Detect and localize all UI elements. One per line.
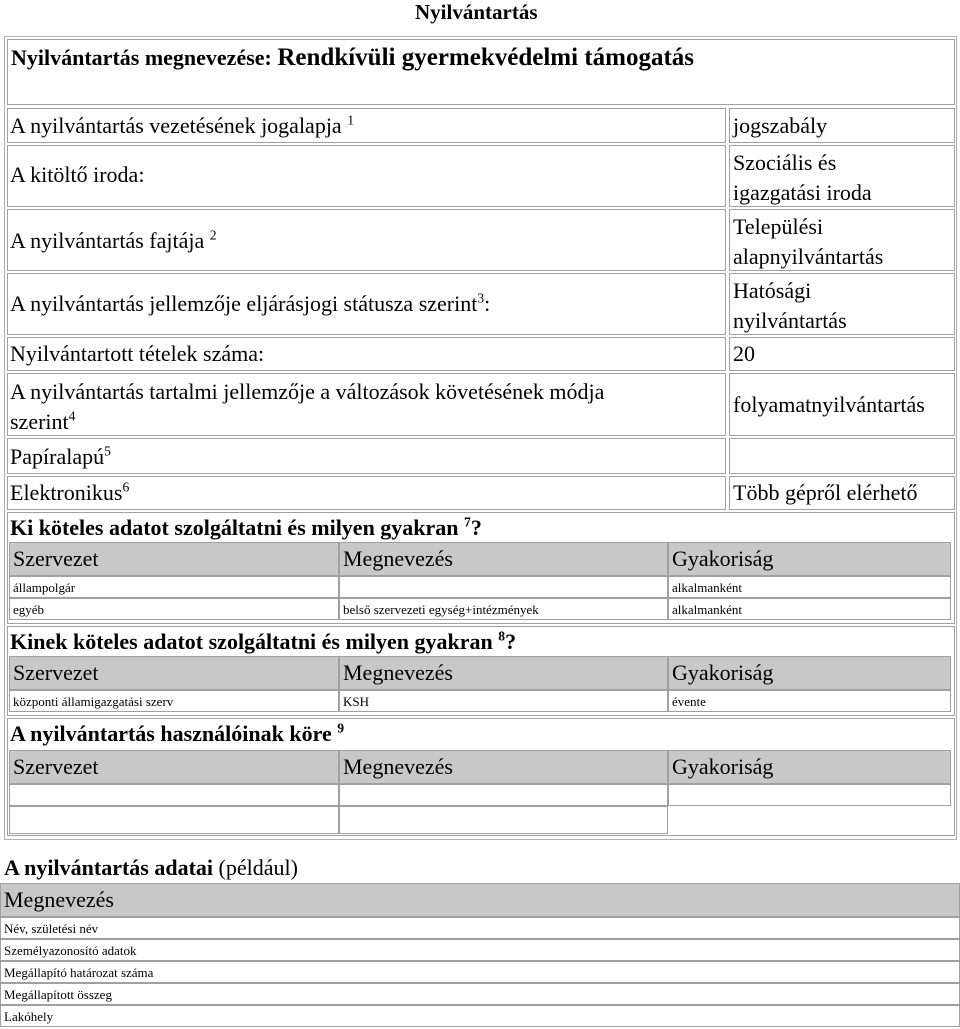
table-cell bbox=[9, 806, 339, 834]
info-label-status: A nyilvántartás jellemzője eljárásjogi státusza szerint bbox=[10, 291, 478, 316]
info-row-3-label bbox=[7, 209, 726, 271]
info-value-count: 20 bbox=[733, 341, 755, 366]
info-value-content: folyamatnyilvántartás bbox=[733, 392, 925, 417]
cell-text: belső szervezeti egység+intézmények bbox=[343, 602, 539, 617]
section2-title-wrap bbox=[10, 629, 516, 655]
info-row-8-value bbox=[729, 476, 955, 510]
info-row-4-value bbox=[729, 273, 955, 335]
list-item-text: Megállapító határozat száma bbox=[4, 965, 154, 980]
section1-title-wrap bbox=[10, 515, 482, 541]
list-item-text: Megállapított összeg bbox=[4, 987, 112, 1002]
info-label-status-suffix: : bbox=[484, 291, 491, 316]
section2-header-name bbox=[339, 656, 668, 690]
section1-header-org bbox=[9, 542, 339, 576]
table-cell bbox=[339, 690, 668, 712]
info-label-count: Nyilvántartott tételek száma: bbox=[10, 341, 265, 366]
info-value-office-line2: igazgatási iroda bbox=[733, 180, 872, 205]
header-row bbox=[7, 39, 955, 105]
footnote-ref: 4 bbox=[68, 408, 76, 424]
info-row-6-label bbox=[7, 373, 726, 436]
cell-text: egyéb bbox=[13, 602, 45, 617]
column-header: Gyakoriság bbox=[672, 546, 774, 571]
section2-header-freq bbox=[668, 656, 951, 690]
footnote-ref: 5 bbox=[104, 443, 111, 459]
info-row-8-label bbox=[7, 476, 726, 510]
column-header: Gyakoriság bbox=[672, 660, 774, 685]
info-label-electronic: Elektronikus bbox=[10, 480, 123, 505]
column-header: Szervezet bbox=[13, 660, 99, 685]
list-item bbox=[0, 961, 960, 983]
info-value-type-line1: Települési bbox=[733, 214, 824, 239]
data-section-subtitle: (például) bbox=[213, 855, 298, 880]
info-label-content-line1: A nyilvántartás tartalmi jellemzője a változások követésének módja bbox=[10, 379, 605, 404]
cell-text: alkalmanként bbox=[672, 580, 743, 595]
column-header: Megnevezés bbox=[343, 660, 453, 685]
info-label-type: A nyilvántartás fajtája bbox=[10, 228, 205, 253]
cell-text: évente bbox=[672, 694, 706, 709]
column-header: Megnevezés bbox=[343, 754, 453, 779]
info-value-type-line2: alapnyilvántartás bbox=[733, 244, 884, 269]
info-row-5-value bbox=[729, 337, 955, 371]
info-label-paper: Papíralapú bbox=[10, 444, 105, 469]
list-item bbox=[0, 917, 960, 939]
table-cell bbox=[668, 690, 951, 712]
footnote-ref: 8 bbox=[498, 628, 506, 644]
info-row-5-label bbox=[7, 337, 726, 371]
footnote-ref: 2 bbox=[209, 227, 217, 243]
info-row-1-label bbox=[7, 108, 726, 143]
section3-header-freq bbox=[668, 750, 951, 784]
list-item-text: Név, születési név bbox=[4, 921, 99, 936]
column-header: Megnevezés bbox=[4, 887, 114, 912]
cell-text: alkalmanként bbox=[672, 602, 743, 617]
table-cell bbox=[339, 598, 668, 620]
table-cell bbox=[9, 690, 339, 712]
info-row-4-label bbox=[7, 273, 726, 335]
table-cell bbox=[9, 598, 339, 620]
info-row-6-value bbox=[729, 373, 955, 436]
table-cell bbox=[339, 784, 668, 806]
cell-text: KSH bbox=[343, 694, 370, 709]
section1-header-freq bbox=[668, 542, 951, 576]
section3-header-org bbox=[9, 750, 339, 784]
info-row-7-label bbox=[7, 438, 726, 474]
list-item bbox=[0, 939, 960, 961]
table-cell bbox=[668, 598, 951, 620]
info-row-7-value bbox=[729, 438, 955, 474]
info-row-2-value bbox=[729, 145, 955, 207]
section3-title: A nyilvántartás használóinak köre bbox=[10, 721, 332, 746]
table-cell bbox=[9, 784, 339, 806]
footnote-ref: 7 bbox=[464, 514, 471, 530]
section3-header-name bbox=[339, 750, 668, 784]
list-item bbox=[0, 983, 960, 1005]
column-header: Gyakoriság bbox=[672, 754, 774, 779]
section3-title-wrap bbox=[10, 721, 344, 747]
cell-text: központi államigazgatási szerv bbox=[13, 694, 174, 709]
info-row-3-value bbox=[729, 209, 955, 271]
column-header: Megnevezés bbox=[343, 546, 453, 571]
table-cell bbox=[339, 806, 668, 834]
column-header: Szervezet bbox=[13, 546, 99, 571]
section2-header-org bbox=[9, 656, 339, 690]
column-header: Szervezet bbox=[13, 754, 99, 779]
data-section-header bbox=[0, 883, 960, 917]
section1-header-name bbox=[339, 542, 668, 576]
info-value-status-line2: nyilvántartás bbox=[733, 308, 847, 333]
info-row-2-label bbox=[7, 145, 726, 207]
section1-title: Ki köteles adatot szolgáltatni és milyen gyakran bbox=[10, 515, 459, 540]
data-section-title-wrap bbox=[4, 855, 298, 881]
header-label: Nyilvántartás megnevezése: bbox=[11, 45, 272, 70]
info-row-1-value bbox=[729, 108, 955, 143]
footnote-ref: 6 bbox=[122, 479, 130, 495]
table-cell bbox=[9, 576, 339, 598]
table-cell bbox=[668, 576, 951, 598]
info-value-status-line1: Hatósági bbox=[733, 278, 812, 303]
section2-title: Kinek köteles adatot szolgáltatni és milyen gyakran bbox=[10, 629, 493, 654]
info-value-office-line1: Szociális és bbox=[733, 150, 837, 175]
info-value-electronic: Több gépről elérhető bbox=[733, 480, 918, 505]
section1-suffix: ? bbox=[470, 515, 482, 540]
section2-suffix: ? bbox=[505, 629, 517, 654]
list-item-text: Lakóhely bbox=[4, 1009, 54, 1024]
cell-text: állampolgár bbox=[13, 580, 76, 595]
info-label-content-line2: szerint bbox=[10, 409, 69, 434]
list-item bbox=[0, 1005, 960, 1027]
data-section-title: A nyilvántartás adatai bbox=[4, 855, 214, 880]
page-title: Nyilvántartás bbox=[415, 0, 538, 24]
header-value: Rendkívüli gyermekvédelmi támogatás bbox=[277, 44, 695, 71]
info-label-legal-basis: A nyilvántartás vezetésének jogalapja bbox=[10, 113, 342, 138]
info-value-legal-basis: jogszabály bbox=[733, 113, 828, 138]
list-item-text: Személyazonosító adatok bbox=[4, 943, 137, 958]
header-label-wrap bbox=[11, 44, 694, 72]
table-cell bbox=[668, 784, 951, 806]
footnote-ref: 1 bbox=[347, 112, 355, 128]
footnote-ref: 9 bbox=[337, 720, 345, 736]
table-cell bbox=[339, 576, 668, 598]
footnote-ref: 3 bbox=[477, 290, 485, 306]
info-label-office: A kitöltő iroda: bbox=[10, 162, 145, 187]
